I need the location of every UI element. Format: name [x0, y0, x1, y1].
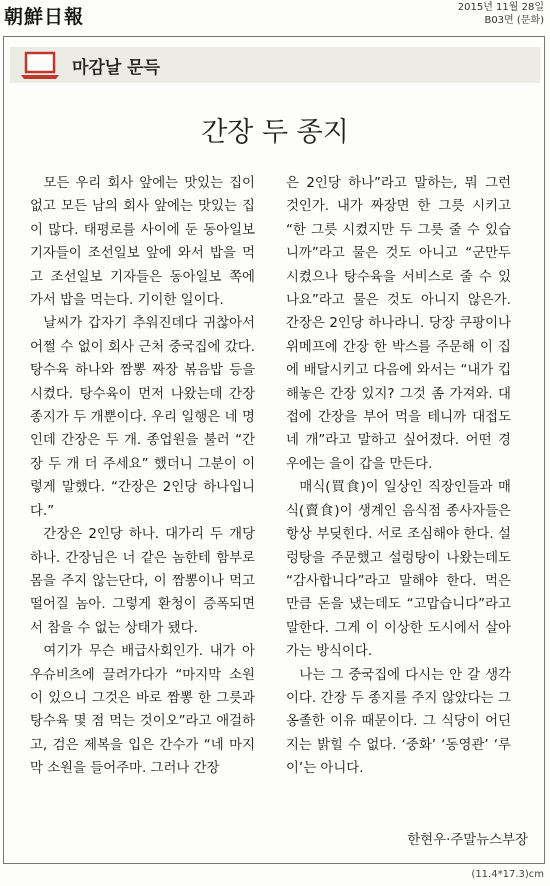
- article-column-left: [30, 172, 255, 781]
- article-title: 간장 두 종지: [201, 117, 349, 148]
- section-title: 마감날 문득: [72, 58, 161, 78]
- paragraph: 여기가 무슨 배급사회인가. 내가 아우슈비츠에 끌려가다가 “마지막 소원이 있으니 그것은 바로 짬뽕 한 그릇과 탕수육 몇 점 먹는 것이오”라고 애걸하고, 검은 제복을 입은 간수가 “네 마지막 소원을 들어주마. 그러나 간장: [30, 644, 255, 777]
- paragraph: 나는 그 중국집에 다시는 안 갈 생각이다. 간장 두 종지를 주지 않았다는 그 옹졸한 이유 때문이다. 그 식당이 어딘지는 밝힐 수 없다. ‘중화’ ‘동영관’ ‘루이’는 아니다.: [286, 667, 511, 777]
- clipping-size: (11.4*17.3)cm: [471, 869, 544, 880]
- article-column-right: [286, 172, 511, 781]
- paragraph: 모든 우리 회사 앞에는 맛있는 집이 없고 모든 남의 회사 앞에는 맛있는 집이 많다. 태평로를 사이에 둔 동아일보 기자들이 조선일보 앞에 와서 밥을 먹고 조선일보 기자들은 동아일보 쪽에 가서 밥을 먹는다. 기이한 일이다.: [30, 176, 255, 309]
- paragraph: 매식(買食)이 일상인 직장인들과 매식(賣食)이 생계인 음식점 종사자들은 항상 부딪힌다. 서로 조심해야 한다. 설렁탕을 주문했고 설렁탕이 나왔는데도 “감사합니다”라고 말해야 한다. 먹은 만큼 돈을 냈는데도 “고맙습니다”라고 말한다. 그게 이 이상한 도시에서 살아가는 방식이다.: [286, 480, 511, 660]
- article-meta: [458, 1, 544, 27]
- page-section: B03면 (문화): [484, 15, 544, 26]
- paragraph: 간장은 2인당 하나. 대가리 두 개당 하나. 간장님은 너 같은 놈한테 함부로 몸을 주지 않는단다, 이 짬뽕이나 먹고 떨어질 놈아. 그렇게 환청이 증폭되면서 참을 수 없는 상태가 됐다.: [30, 527, 255, 636]
- laptop-icon: [20, 51, 60, 81]
- publication-date: 2015년 11월 28일: [457, 2, 544, 13]
- author-byline: 한현우·주말뉴스부장: [407, 833, 528, 848]
- newspaper-masthead: 朝鮮日報: [4, 6, 85, 28]
- paragraph: 은 2인당 하나”라고 말하는, 뭐 그런 것인가. 내가 짜장면 한 그릇 시키고 “한 그릇 시켰지만 두 그릇 줄 수 있습니까”라고 물은 것도 아니고 “군만두 시켰으나 탕수육을 서비스로 줄 수 있나요”라고 물은 것도 아니지 않은가. 간장은 2인당 하나라니. 당장 쿠팡이나 위메프에 간장 한 박스를 주문해 이 집에 배달시키고 다음에 와서는 “내가 킵해놓은 간장 있지? 그것 좀 가져와. 대접에 간장을 부어 먹을 테니까 대접도 네 개”라고 말하고 싶어졌다. 어떤 경우에는 을이 갑을 만든다.: [286, 176, 511, 472]
- paragraph: 날씨가 갑자기 추워진데다 귀찮아서 어쩔 수 없이 회사 근처 중국집에 갔다. 탕수육 하나와 짬뽕 짜장 볶음밥 등을 시켰다. 탕수육이 먼저 나왔는데 간장 종지가 두 개뿐이다. 우리 일행은 네 명인데 간장은 두 개. 종업원을 불러 “간장 두 개 더 주세요” 했더니 그분이 이렇게 말했다. “간장은 2인당 하나입니다.”: [30, 316, 255, 519]
